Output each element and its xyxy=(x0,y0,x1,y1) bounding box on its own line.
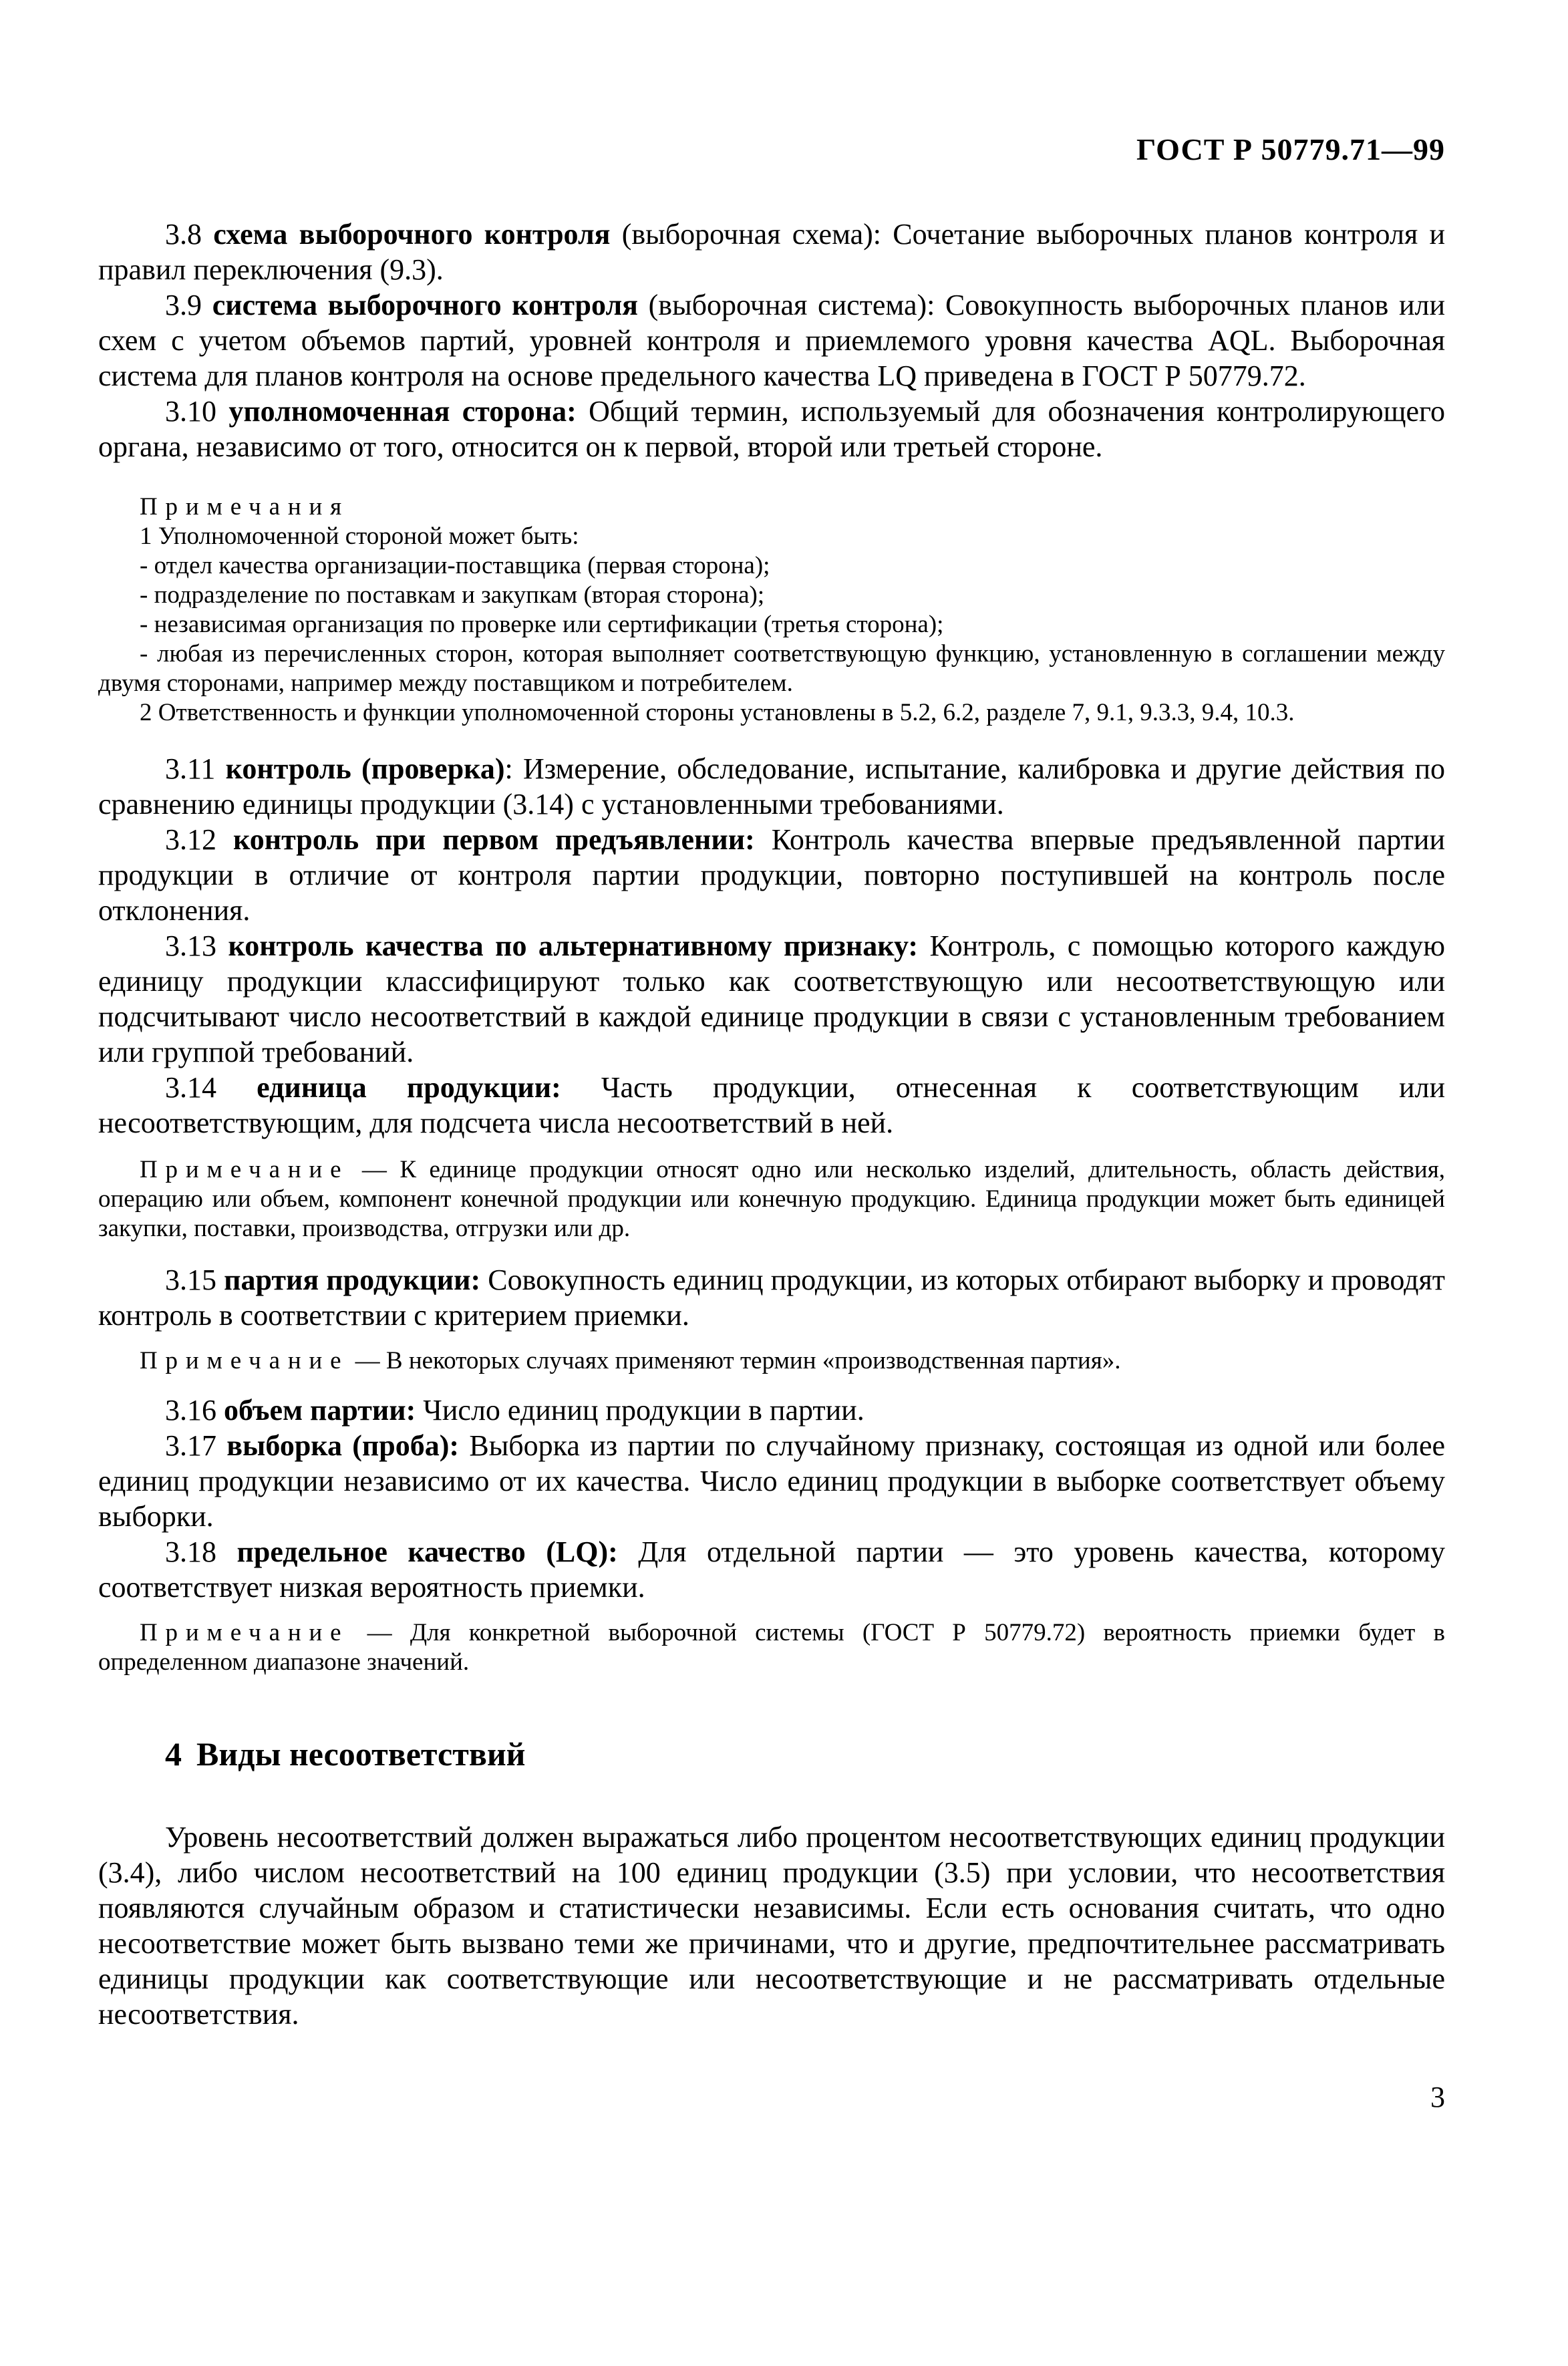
clause-3-17 xyxy=(98,1428,1445,1534)
page-content xyxy=(98,0,1445,2032)
notes-group xyxy=(98,492,1445,728)
clause-3-15 xyxy=(98,1262,1445,1333)
clause-text: Часть продукции, отнесенная к соответствующим или несоответствующим, для подсчета числа несоответствий в ней. xyxy=(98,1071,1446,1139)
clause-term: контроль при первом предъявлении: xyxy=(232,823,755,856)
clause-text: (выборочная система): Совокупность выборочных планов или схем с учетом объемов партий, уровней контроля и приемлемого уровня качества AQL. Выборочная система для планов контроля на основе предельного качества LQ приведена в ГОСТ Р 50779.72. xyxy=(98,289,1446,392)
clause-number: 3.17 xyxy=(165,1429,227,1462)
clause-3-18 xyxy=(98,1534,1445,1605)
note-item-dash-4: - любая из перечисленных сторон, которая выполняет соответствующую функцию, установленную в соглашении между двумя сторонами, например между поставщиком и потребителем. xyxy=(98,640,1445,697)
note-label: Примечание xyxy=(140,1156,349,1183)
clause-number: 3.8 xyxy=(165,218,214,251)
clause-3-14 xyxy=(98,1070,1445,1141)
clause-text: : Измерение, обследование, испытание, калибровка и другие действия по сравнению единицы продукции (3.14) с установленными требованиями. xyxy=(98,752,1445,821)
clause-text: Контроль качества впервые предъявленной партии продукции в отличие от контроля партии продукции, повторно поступившей на контроль после отклонения. xyxy=(98,823,1446,927)
clause-number: 3.10 xyxy=(165,395,229,428)
clause-number: 3.13 xyxy=(165,929,228,962)
note-after-3-15 xyxy=(98,1346,1445,1376)
clause-term: выборка (проба): xyxy=(226,1429,460,1462)
clause-term: система выборочного контроля xyxy=(212,289,638,321)
clause-3-10 xyxy=(98,394,1445,464)
section-4-intro-paragraph: Уровень несоответствий должен выражаться либо процентом несоответствующих единиц продукции (3.4), либо числом несоответствий на 100 единиц продукции (3.5) при условии, что несоответствия появляются случайным образом и статистически независимы. Если есть основания считать, что одно несоответствие может быть вызвано теми же причинами, что и другие, предпочтительнее рассматривать единицы продукции как соответствующие или несоответствующие и не рассматривать отдельные несоответствия. xyxy=(98,1821,1445,2031)
note-text: — В некоторых случаях применяют термин «производственная партия». xyxy=(349,1347,1121,1374)
section-number: 4 xyxy=(165,1735,182,1773)
note-item-2: 2 Ответственность и функции уполномоченной стороны установлены в 5.2, 6.2, разделе 7, 9.1, 9.3.3, 9.4, 10.3. xyxy=(140,699,1295,726)
clause-term: объем партии: xyxy=(224,1394,416,1427)
note-item-dash-1: - отдел качества организации-поставщика (первая сторона); xyxy=(140,552,770,579)
clause-3-16 xyxy=(98,1392,1445,1428)
note-text: — Для конкретной выборочной системы (ГОСТ Р 50779.72) вероятность приемки будет в определенном диапазоне значений. xyxy=(98,1619,1445,1676)
clause-text: Выборка из партии по случайному признаку, состоящая из одной или более единиц продукции независимо от их качества. Число единиц продукции в выборке соответствует объему выборки. xyxy=(98,1429,1446,1533)
clause-text: Для отдельной партии — это уровень качества, которому соответствует низкая вероятность приемки. xyxy=(98,1535,1445,1604)
clause-3-12 xyxy=(98,822,1445,928)
clause-text: (выборочная схема): Сочетание выборочных планов контроля и правил переключения (9.3). xyxy=(98,218,1446,286)
clause-number: 3.9 xyxy=(165,289,212,321)
clause-number: 3.15 xyxy=(165,1264,224,1296)
clause-3-8 xyxy=(98,216,1445,287)
note-after-3-18 xyxy=(98,1618,1445,1677)
page-number: 3 xyxy=(1430,2081,1445,2113)
note-item-dash-3: - независимая организация по проверке или сертификации (третья сторона); xyxy=(140,611,944,638)
notes-label-text: Примечания xyxy=(140,493,349,521)
notes-group-label xyxy=(98,492,1445,522)
clause-number: 3.12 xyxy=(165,823,233,856)
clause-number: 3.14 xyxy=(165,1071,257,1104)
clause-term: схема выборочного контроля xyxy=(213,218,611,251)
clause-term: партия продукции: xyxy=(224,1264,481,1296)
note-item-1: 1 Уполномоченной стороной может быть: xyxy=(140,523,579,550)
note-after-3-14 xyxy=(98,1155,1445,1243)
clause-number: 3.11 xyxy=(165,752,226,785)
clause-text: Контроль, с помощью которого каждую единицу продукции классифицируют только как соответствующую или несоответствующую или подсчитывают число несоответствий в каждой единице продукции в связи с установленным требованием или группой требований. xyxy=(98,929,1446,1068)
section-4-heading xyxy=(98,1734,1445,1774)
clause-term: предельное качество (LQ): xyxy=(237,1535,618,1568)
clause-text: Совокупность единиц продукции, из которых отбирают выборку и проводят контроль в соответствии с критерием приемки. xyxy=(98,1264,1446,1332)
clause-term: контроль (проверка) xyxy=(225,752,505,785)
clause-3-9 xyxy=(98,287,1445,394)
clause-number: 3.18 xyxy=(165,1535,237,1568)
clause-3-13 xyxy=(98,928,1445,1070)
clause-3-11 xyxy=(98,751,1445,822)
clause-term: единица продукции: xyxy=(257,1071,561,1104)
clause-text: Общий термин, используемый для обозначения контролирующего органа, независимо от того, относится он к первой, второй или третьей стороне. xyxy=(98,395,1445,463)
note-label: Примечание xyxy=(140,1347,349,1374)
clause-number: 3.16 xyxy=(165,1394,224,1427)
note-text: — К единице продукции относят одно или несколько изделий, длительность, область действия, операцию или объем, компонент конечной продукции или конечную продукцию. Единица продукции может быть единицей закупки, поставки, производства, отгрузки или др. xyxy=(98,1156,1445,1242)
standard-designation-header: ГОСТ Р 50779.71—99 xyxy=(1136,132,1445,166)
clause-text: Число единиц продукции в партии. xyxy=(416,1394,865,1427)
section-title: Виды несоответствий xyxy=(196,1735,526,1773)
note-label: Примечание xyxy=(140,1619,349,1646)
note-item-dash-2: - подразделение по поставкам и закупкам (вторая сторона); xyxy=(140,581,765,609)
clause-term: уполномоченная сторона: xyxy=(228,395,577,428)
clause-term: контроль качества по альтернативному признаку: xyxy=(228,929,919,962)
